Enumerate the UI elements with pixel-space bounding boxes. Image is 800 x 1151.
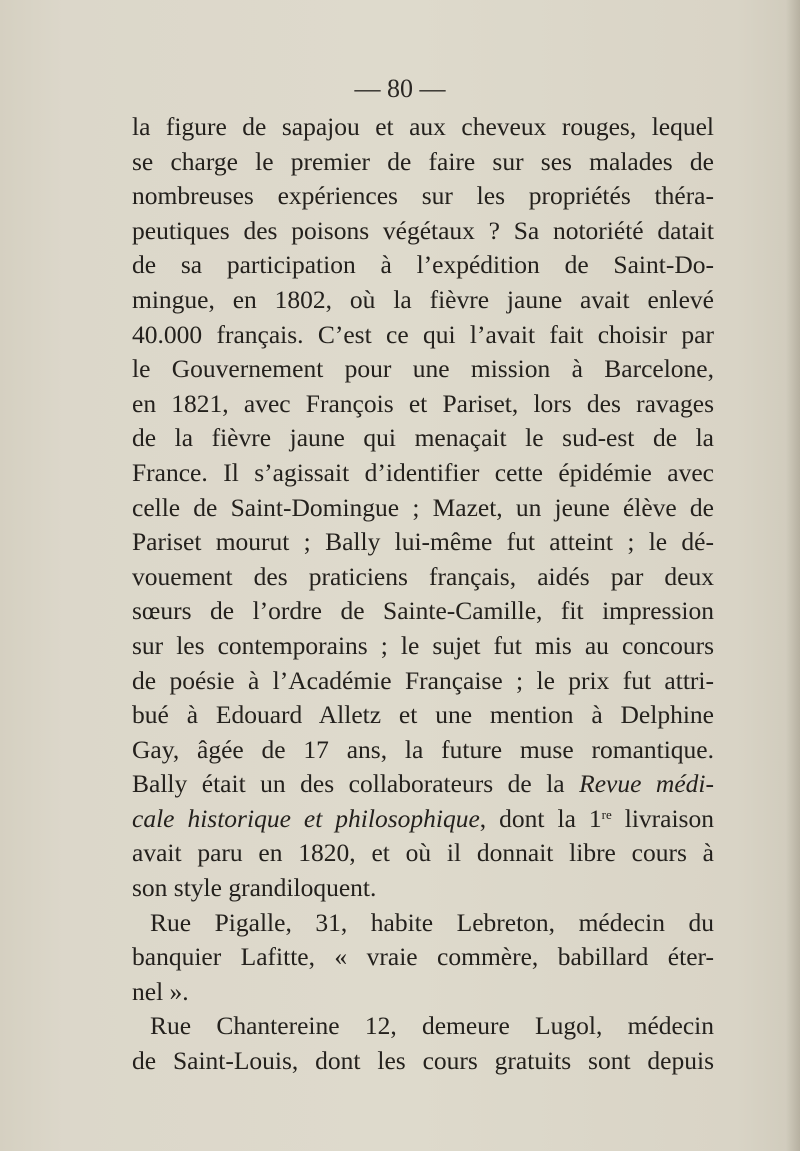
text-line: son style grandiloquent. (132, 873, 377, 903)
text-line: bué à Edouard Alletz et une mention à Delphine (132, 700, 714, 730)
text-line: vouement des praticiens français, aidés par deux (132, 561, 714, 591)
text-line: de sa participation à l’expédition de Saint-Do- (132, 250, 714, 280)
body-text (132, 110, 714, 1079)
text-line: de la fièvre jaune qui menaçait le sud-est de la (132, 423, 714, 453)
text-line: de poésie à l’Académie Française ; le prix fut attri- (132, 665, 714, 695)
text-line: la figure de sapajou et aux cheveux rouges, lequel (132, 112, 714, 141)
text-line: peutiques des poisons végétaux ? Sa notoriété datait (132, 215, 714, 245)
text-line: 40.000 français. C’est ce qui l’avait fait choisir par (132, 319, 714, 349)
text-line: Bally était un des collaborateurs de la Revue médi- (132, 769, 714, 799)
text-line: France. Il s’agissait d’identifier cette épidémie avec (132, 457, 714, 487)
page-number: — 80 — (354, 74, 446, 103)
text-line: Pariset mourut ; Bally lui-même fut atteint ; le dé- (132, 527, 714, 557)
text-line: avait paru en 1820, et où il donnait libre cours à (132, 838, 714, 868)
text-line: cale historique et philosophique, dont la 1re livraison (132, 803, 714, 833)
text-line: nel ». (132, 976, 189, 1006)
journal-title-end: cale historique et philosophique (132, 803, 480, 833)
text-line: sœurs de l’ordre de Sainte-Camille, fit impression (132, 596, 714, 626)
text-line: nombreuses expériences sur les propriétés théra- (132, 181, 714, 211)
text-line: Rue Pigalle, 31, habite Lebreton, médecin du (150, 907, 714, 937)
text-line: en 1821, avec François et Pariset, lors des ravages (132, 388, 714, 418)
ordinal-superscript: re (601, 806, 612, 822)
text-line: se charge le premier de faire sur ses malades de (132, 146, 714, 176)
text-line: sur les contemporains ; le sujet fut mis au concours (132, 630, 714, 660)
text-line: Gay, âgée de 17 ans, la future muse romantique. (132, 734, 714, 764)
text-line: mingue, en 1802, où la fièvre jaune avait enlevé (132, 284, 714, 314)
text-line: celle de Saint-Domingue ; Mazet, un jeune élève de (132, 492, 714, 522)
text-line: le Gouvernement pour une mission à Barcelone, (132, 354, 714, 384)
text-line: de Saint-Louis, dont les cours gratuits sont depuis (132, 1046, 714, 1076)
text-line: Rue Chantereine 12, demeure Lugol, médecin (150, 1011, 714, 1041)
text-line: banquier Lafitte, « vraie commère, babillard éter- (132, 942, 714, 972)
page-edge-shadow (786, 0, 800, 1151)
journal-title-start: Revue médi- (579, 769, 714, 799)
